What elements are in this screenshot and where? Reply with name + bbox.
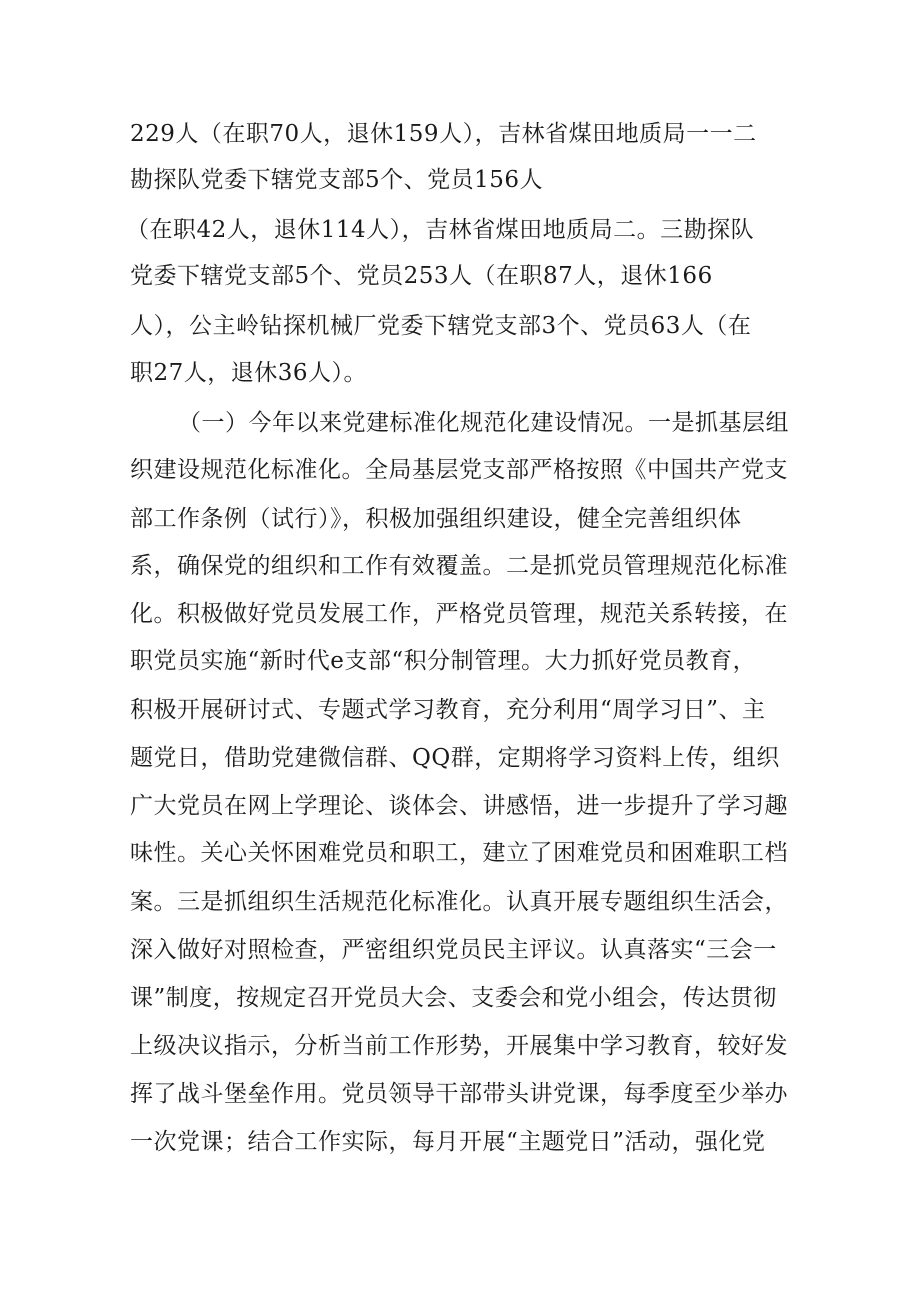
text-line: 党委下辖党支部5个、党员253人（在职87人，退休166 (130, 263, 713, 289)
text-line: 人），公主岭钻探机械厂党委下辖党支部3个、党员63人（在 (130, 313, 752, 339)
text-line: 系，确保党的组织和工作有效覆盖。二是抓党员管理规范化标准 (130, 553, 788, 579)
text-line: 上级决议指示，分析当前工作形势，开展集中学习教育，较好发 (130, 1033, 788, 1059)
text-line: 广大党员在网上学理论、谈体会、讲感悟，进一步提升了学习趣 (130, 793, 788, 819)
text-line: 部工作条例（试行）》，积极加强组织建设，健全完善组织体 (130, 506, 742, 532)
text-line: 职党员实施“新时代e支部“积分制管理。大力抓好党员教育， (130, 648, 757, 674)
text-line: 题党日，借助党建微信群、QQ群，定期将学习资料上传，组织 (130, 745, 780, 771)
text-line: （在职42人，退休114人），吉林省煤田地质局二。三勘探队 (126, 217, 755, 243)
text-line: 挥了战斗堡垒作用。党员领导干部带头讲党课，每季度至少举办 (130, 1081, 788, 1107)
text-line: 一次党课；结合工作实际，每月开展“主题党日”活动，强化党 (130, 1129, 766, 1155)
text-line: 织建设规范化标准化。全局基层党支部严格按照《中国共产党支 (130, 457, 788, 483)
text-line: 职27人，退休36人）。 (130, 360, 368, 386)
text-line: 化。积极做好党员发展工作，严格党员管理，规范关系转接，在 (130, 601, 788, 627)
text-line: 课”制度，按规定召开党员大会、支委会和党小组会，传达贯彻 (130, 985, 777, 1011)
paragraph-first-line: （一）今年以来党建标准化规范化建设情况。一是抓基层组 (178, 410, 789, 436)
text-line: 229人（在职70人，退休159人），吉林省煤田地质局一一二 (130, 121, 757, 147)
text-line: 深入做好对照检查，严密组织党员民主评议。认真落实“三会一 (130, 937, 777, 963)
text-line: 积极开展研讨式、专题式学习教育，充分利用“周学习日”、主 (130, 697, 766, 723)
text-line: 勘探队党委下辖党支部5个、党员156人 (130, 167, 544, 193)
text-line: 案。三是抓组织生活规范化标准化。认真开展专题组织生活会， (130, 889, 788, 915)
text-line: 味性。关心关怀困难党员和职工，建立了困难党员和困难职工档 (130, 840, 788, 866)
